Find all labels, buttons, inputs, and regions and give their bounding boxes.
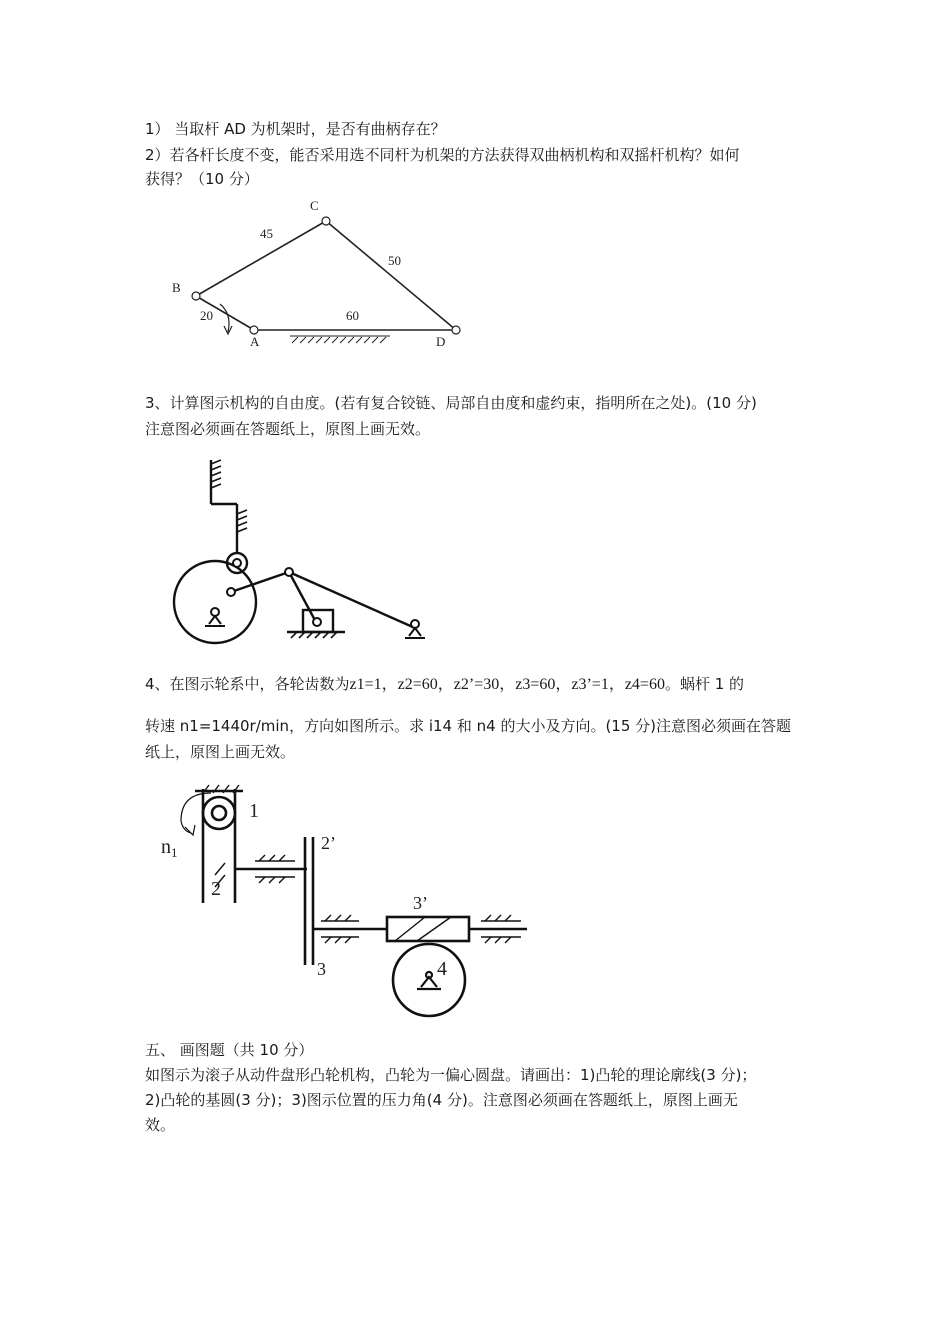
q3-line2: 注意图必须画在答题纸上，原图上画无效。 (145, 420, 431, 438)
label-b: B (172, 280, 181, 295)
q5-line2: 2)凸轮的基圆(3 分)；3)图示位置的压力角(4 分)。注意图必须画在答题纸上，原图上画无 (145, 1091, 738, 1109)
label-gear-1: 1 (249, 800, 259, 822)
q12-line2: 2）若各杆长度不变，能否采用选不同杆为机架的方法获得双曲柄机构和双摇杆机构？如何 (145, 146, 740, 164)
length-bc: 45 (260, 226, 273, 241)
q12-line3: 获得？（10 分） (145, 170, 259, 188)
label-gear-3p: 3’ (413, 893, 428, 913)
length-cd: 50 (388, 253, 401, 268)
label-gear-4: 4 (437, 958, 447, 980)
label-gear-2: 2 (211, 878, 221, 900)
q4-suffix: 。蜗杆 1 的 (664, 675, 745, 693)
label-gear-2p: 2’ (321, 833, 336, 853)
length-ad: 60 (346, 308, 359, 323)
label-d: D (436, 334, 446, 349)
label-n1 (161, 836, 178, 860)
q4-line2: 转速 n1=1440r/min，方向如图所示。求 i14 和 n4 的大小及方向。(15 分)注意图必须画在答题 (145, 717, 792, 735)
q4-tooth-formula: z1=1，z2=60，z2’=30，z3=60，z3’=1，z4=60 (349, 676, 665, 693)
q3-line1: 3、计算图示机构的自由度。(若有复合铰链、局部自由度和虚约束，指明所在之处)。(10 分) (145, 394, 757, 412)
label-n1-sub: 1 (171, 845, 178, 860)
gear-train-figure (155, 775, 535, 1025)
q5-line1: 如图示为滚子从动件盘形凸轮机构，凸轮为一偏心圆盘。请画出：1)凸轮的理论廓线(3 分)； (145, 1066, 757, 1084)
length-ab: 20 (200, 308, 213, 323)
four-bar-linkage-figure (160, 192, 480, 352)
label-gear-3: 3 (317, 959, 326, 979)
q4-prefix: 4、在图示轮系中，各轮齿数为 (145, 675, 350, 693)
q5-line3: 效。 (145, 1116, 176, 1134)
label-n1-main: n (161, 836, 171, 858)
q5-title: 五、 画图题（共 10 分） (145, 1041, 314, 1059)
label-a: A (250, 334, 260, 349)
q4-line1 (145, 673, 744, 696)
q12-line1: 1） 当取杆 AD 为机架时，是否有曲柄存在？ (145, 120, 446, 138)
dof-mechanism-figure (165, 452, 445, 652)
label-c: C (310, 198, 319, 213)
q4-line3: 纸上，原图上画无效。 (145, 743, 296, 761)
